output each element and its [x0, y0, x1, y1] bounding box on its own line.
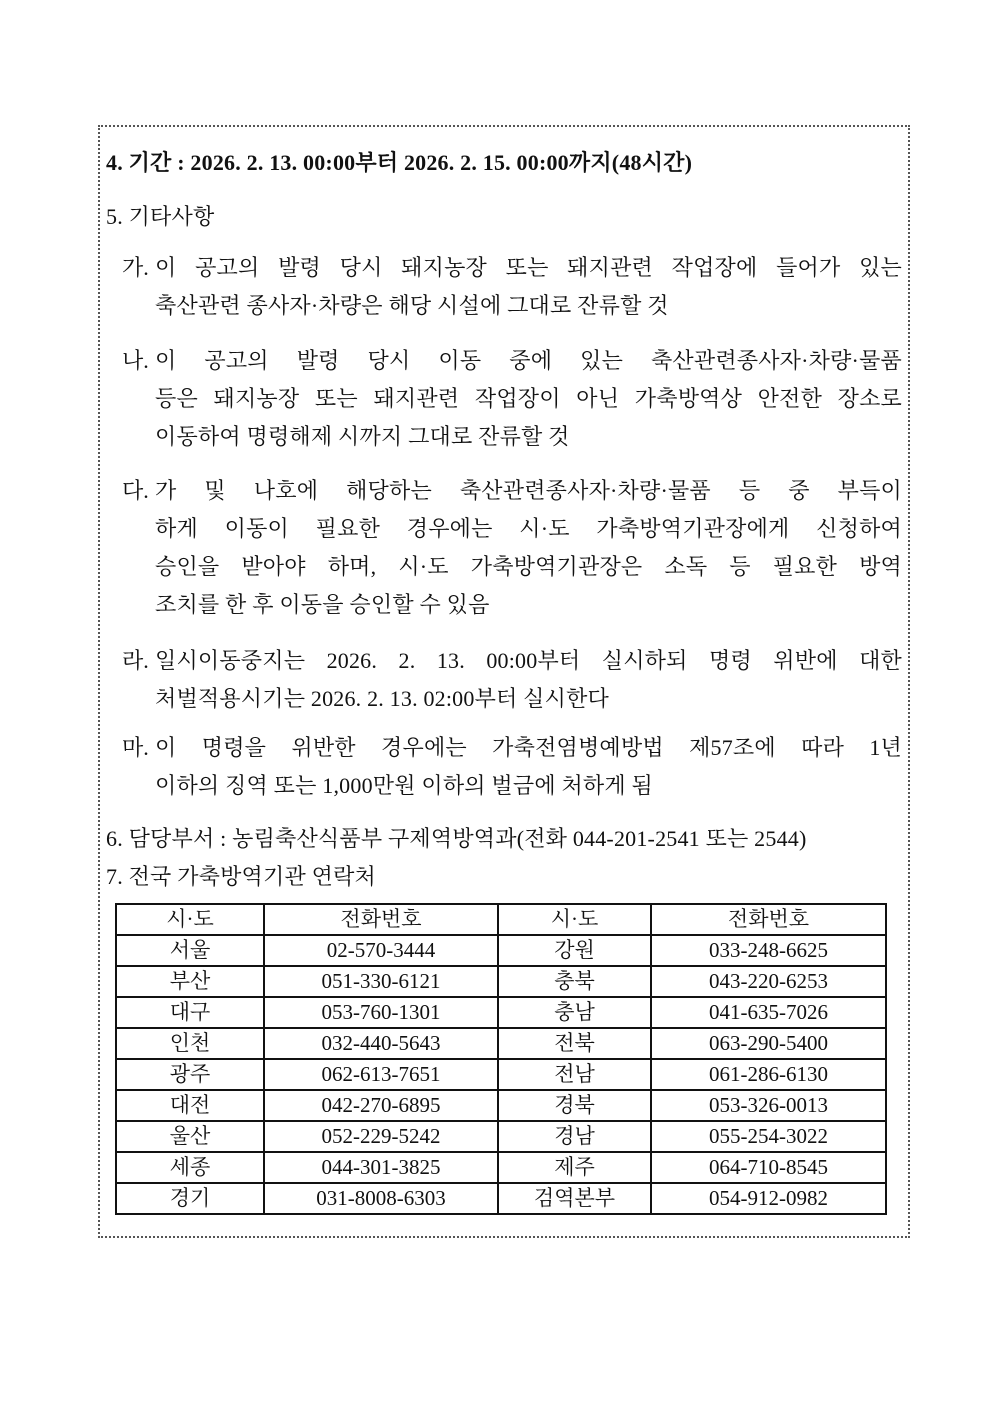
- etc-item-body: [155, 642, 902, 718]
- region-cell: 부산: [116, 966, 264, 997]
- period-line: 4. 기간 : 2026. 2. 13. 00:00부터 2026. 2. 15. 00:00까지(48시간): [106, 150, 693, 175]
- contacts-column-header: 시·도: [498, 904, 651, 935]
- contacts-table-head: [116, 904, 886, 935]
- contacts-table: [115, 903, 887, 1215]
- phone-cell: 052-229-5242: [264, 1121, 498, 1152]
- phone-cell: 053-326-0013: [651, 1090, 886, 1121]
- etc-item: [122, 342, 902, 456]
- etc-heading: 5. 기타사항: [106, 204, 215, 229]
- etc-item-line: 이 명령을 위반한 경우에는 가축전염병예방법 제57조에 따라 1년: [155, 735, 902, 760]
- etc-item-label: 나.: [122, 348, 149, 373]
- etc-item-body: [155, 249, 902, 325]
- etc-item: [122, 729, 902, 805]
- etc-item-line: 일시이동중지는 2026. 2. 13. 00:00부터 실시하되 명령 위반에 대한: [155, 648, 902, 673]
- department-line: 6. 담당부서 : 농림축산식품부 구제역방역과(전화 044-201-2541 또는 2544): [106, 826, 807, 851]
- etc-item-line: 이 공고의 발령 당시 이동 중에 있는 축산관련종사자·차량·물품: [155, 348, 902, 373]
- contacts-row: [116, 1059, 886, 1090]
- contacts-column-header: 전화번호: [651, 904, 886, 935]
- contacts-heading: 7. 전국 가축방역기관 연락처: [106, 864, 376, 889]
- document-border: [98, 125, 910, 1238]
- contacts-table-body: [116, 935, 886, 1214]
- region-cell: 강원: [498, 935, 651, 966]
- etc-item-line: 이하의 징역 또는 1,000만원 이하의 벌금에 처하게 됨: [155, 773, 653, 798]
- phone-cell: 055-254-3022: [651, 1121, 886, 1152]
- phone-cell: 031-8008-6303: [264, 1183, 498, 1214]
- contacts-column-header: 시·도: [116, 904, 264, 935]
- region-cell: 경북: [498, 1090, 651, 1121]
- etc-item-label: 가.: [122, 255, 149, 280]
- phone-cell: 054-912-0982: [651, 1183, 886, 1214]
- contacts-header-row: [116, 904, 886, 935]
- etc-item-line: 이동하여 명령해제 시까지 그대로 잔류할 것: [155, 424, 570, 449]
- phone-cell: 02-570-3444: [264, 935, 498, 966]
- region-cell: 울산: [116, 1121, 264, 1152]
- contacts-row: [116, 1183, 886, 1214]
- contacts-column-header: 전화번호: [264, 904, 498, 935]
- phone-cell: 064-710-8545: [651, 1152, 886, 1183]
- region-cell: 충남: [498, 997, 651, 1028]
- region-cell: 세종: [116, 1152, 264, 1183]
- etc-item-line: 하게 이동이 필요한 경우에는 시·도 가축방역기관장에게 신청하여: [155, 516, 902, 541]
- region-cell: 전북: [498, 1028, 651, 1059]
- region-cell: 경기: [116, 1183, 264, 1214]
- etc-item-label: 라.: [122, 648, 149, 673]
- etc-item-label: 다.: [122, 478, 149, 503]
- region-cell: 검역본부: [498, 1183, 651, 1214]
- etc-item-line: 승인을 받아야 하며, 시·도 가축방역기관장은 소독 등 필요한 방역: [155, 554, 902, 579]
- etc-item-line: 가 및 나호에 해당하는 축산관련종사자·차량·물품 등 중 부득이: [155, 478, 902, 503]
- region-cell: 인천: [116, 1028, 264, 1059]
- contacts-row: [116, 1090, 886, 1121]
- etc-item: [122, 642, 902, 718]
- region-cell: 충북: [498, 966, 651, 997]
- etc-item: [122, 249, 902, 325]
- phone-cell: 041-635-7026: [651, 997, 886, 1028]
- region-cell: 광주: [116, 1059, 264, 1090]
- etc-item: [122, 472, 902, 624]
- region-cell: 제주: [498, 1152, 651, 1183]
- phone-cell: 043-220-6253: [651, 966, 886, 997]
- contacts-row: [116, 935, 886, 966]
- etc-item-body: [155, 472, 902, 624]
- etc-item-line: 처벌적용시기는 2026. 2. 13. 02:00부터 실시한다: [155, 686, 609, 711]
- phone-cell: 042-270-6895: [264, 1090, 498, 1121]
- phone-cell: 044-301-3825: [264, 1152, 498, 1183]
- region-cell: 전남: [498, 1059, 651, 1090]
- region-cell: 대구: [116, 997, 264, 1028]
- phone-cell: 061-286-6130: [651, 1059, 886, 1090]
- region-cell: 대전: [116, 1090, 264, 1121]
- contacts-row: [116, 1028, 886, 1059]
- phone-cell: 032-440-5643: [264, 1028, 498, 1059]
- etc-item-line: 축산관련 종사자·차량은 해당 시설에 그대로 잔류할 것: [155, 293, 669, 318]
- phone-cell: 051-330-6121: [264, 966, 498, 997]
- contacts-row: [116, 1152, 886, 1183]
- phone-cell: 062-613-7651: [264, 1059, 498, 1090]
- region-cell: 서울: [116, 935, 264, 966]
- etc-item-line: 이 공고의 발령 당시 돼지농장 또는 돼지관련 작업장에 들어가 있는: [155, 255, 902, 280]
- phone-cell: 063-290-5400: [651, 1028, 886, 1059]
- etc-item-body: [155, 729, 902, 805]
- etc-items: [106, 249, 902, 805]
- contacts-row: [116, 1121, 886, 1152]
- etc-item-line: 등은 돼지농장 또는 돼지관련 작업장이 아닌 가축방역상 안전한 장소로: [155, 386, 902, 411]
- phone-cell: 053-760-1301: [264, 997, 498, 1028]
- phone-cell: 033-248-6625: [651, 935, 886, 966]
- contacts-row: [116, 997, 886, 1028]
- contacts-row: [116, 966, 886, 997]
- etc-item-body: [155, 342, 902, 456]
- region-cell: 경남: [498, 1121, 651, 1152]
- etc-item-label: 마.: [122, 735, 149, 760]
- etc-item-line: 조치를 한 후 이동을 승인할 수 있음: [155, 592, 490, 617]
